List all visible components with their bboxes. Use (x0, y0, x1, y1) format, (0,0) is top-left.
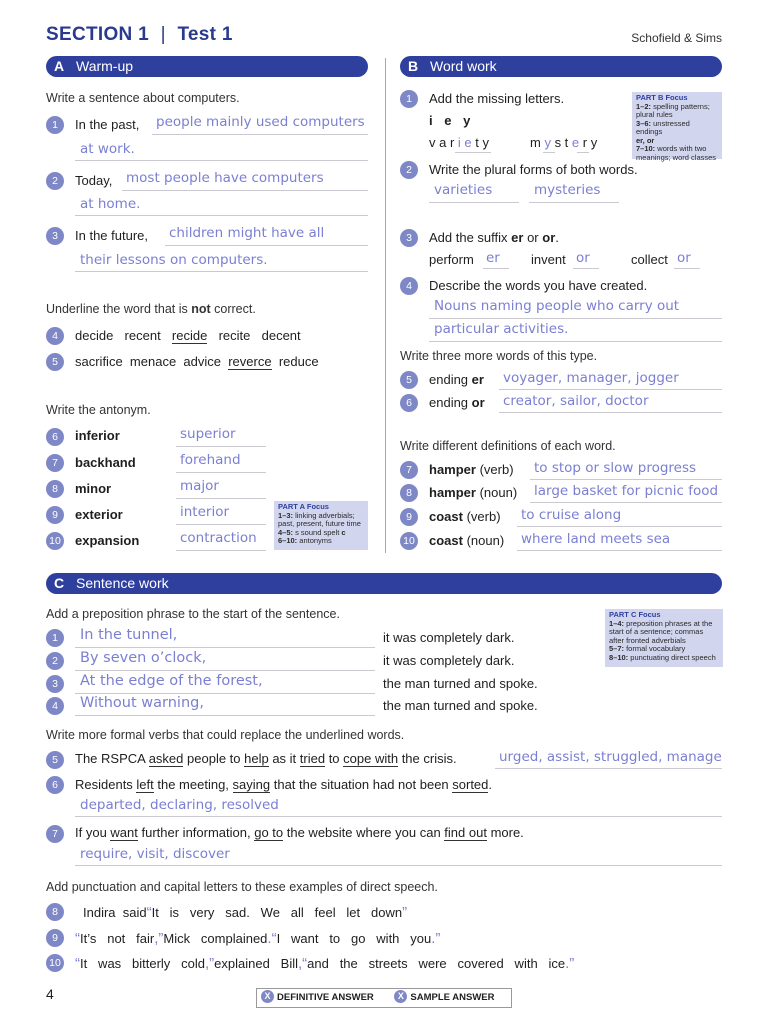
b-q1-letters: i e y (429, 113, 475, 128)
answer-line (530, 479, 722, 480)
b-q7-number: 7 (400, 461, 418, 479)
a-q3-answer-2: their lessons on computers. (80, 252, 268, 268)
b-q2-answer-2: mysteries (534, 182, 601, 198)
a-q9-word: exterior (75, 507, 123, 522)
c-q7-answer: require, visit, discover (80, 846, 230, 862)
section-b-title: Word work (430, 58, 497, 74)
a-q4-words: decide recent recide recite decent (75, 328, 301, 343)
c-q2-number: 2 (46, 652, 64, 670)
b-instruction-3: Write different definitions of each word. (400, 439, 616, 453)
c-q6-sentence: Residents left the meeting, saying that the situation had not been sorted. (75, 777, 493, 792)
answer-line (517, 526, 722, 527)
b-q6-answer: creator, sailor, doctor (503, 393, 649, 409)
b-q9-number: 9 (400, 508, 418, 526)
answer-line (176, 472, 266, 473)
c-q1-answer: In the tunnel, (80, 627, 178, 643)
a-q1-answer-1: people mainly used computers (156, 114, 365, 130)
answer-line (495, 768, 722, 769)
c-q3-answer: At the edge of the forest, (80, 673, 263, 689)
a-q9-answer: interior (180, 504, 230, 520)
answer-line (75, 647, 375, 648)
answer-line (165, 245, 368, 246)
b-q3-word-2: invent (531, 252, 566, 267)
a-q7-answer: forehand (180, 452, 241, 468)
section-b-letter: B (407, 58, 419, 74)
answer-line (529, 202, 619, 203)
a-q4-number: 4 (46, 327, 64, 345)
definitive-answer-label: DEFINITIVE ANSWER (277, 992, 374, 1003)
answer-line (176, 550, 266, 551)
a-q6-word: inferior (75, 428, 120, 443)
a-q5-number: 5 (46, 353, 64, 371)
a-q2-prompt: Today, (75, 173, 113, 188)
c-instruction-2: Write more formal verbs that could replace the underlined words. (46, 728, 405, 742)
section-a-letter: A (53, 58, 65, 74)
c-q8-sentence: Indira said“It is very sad. We all feel let down” (83, 904, 408, 921)
a-q8-answer: major (180, 478, 219, 494)
answer-line (176, 524, 266, 525)
b-q3-number: 3 (400, 229, 418, 247)
b-q3-word-1: perform (429, 252, 474, 267)
page-number: 4 (46, 986, 54, 1002)
a-instruction-1: Write a sentence about computers. (46, 91, 240, 105)
column-divider (385, 58, 386, 553)
a-q7-word: backhand (75, 455, 136, 470)
b-q2-prompt: Write the plural forms of both words. (429, 162, 638, 177)
a-q3-answer-1: children might have all (169, 225, 325, 241)
a-q1-number: 1 (46, 116, 64, 134)
a-q6-answer: superior (180, 426, 236, 442)
answer-line (573, 268, 599, 269)
answer-line (674, 268, 700, 269)
part-c-focus-box: PART C Focus 1–4: preposition phrases at the start of a sentence; commas after fronted adverbials 5–7: formal vocabulary 8–10: punctuating direct speech (605, 609, 723, 667)
b-q8-number: 8 (400, 484, 418, 502)
c-instruction-3: Add punctuation and capital letters to these examples of direct speech. (46, 880, 438, 894)
b-q10-number: 10 (400, 532, 418, 550)
answer-line (429, 318, 722, 319)
sample-answer-icon: X (394, 990, 407, 1003)
b-q3-answer-1: er (486, 250, 500, 266)
underlined-answer: recide (171, 328, 208, 343)
answer-line (75, 693, 375, 694)
part-a-focus-box: PART A Focus 1–3: linking adverbials; past, present, future time 4–5: s sound spelt c 6–10: antonyms (274, 501, 368, 550)
a-q7-number: 7 (46, 454, 64, 472)
answer-line (75, 816, 722, 817)
answer-line (543, 152, 555, 153)
c-q1-number: 1 (46, 629, 64, 647)
b-instruction-2: Write three more words of this type. (400, 349, 598, 363)
answer-line (429, 202, 519, 203)
c-q3-rest: the man turned and spoke. (383, 676, 538, 691)
c-instruction-1: Add a preposition phrase to the start of the sentence. (46, 607, 340, 621)
a-q10-answer: contraction (180, 530, 257, 546)
answer-line (455, 152, 491, 153)
b-q9-word: coast (verb) (429, 509, 501, 524)
section-a-title: Warm-up (76, 58, 134, 74)
c-q5-sentence: The RSPCA asked people to help as it tried to cope with the crisis. (75, 751, 457, 766)
a-q2-number: 2 (46, 172, 64, 190)
section-c-letter: C (53, 575, 65, 591)
publisher: Schofield & Sims (631, 31, 722, 45)
answer-line (75, 865, 722, 866)
b-q3-prompt: Add the suffix er or or. (429, 230, 559, 245)
a-q3-number: 3 (46, 227, 64, 245)
a-q3-prompt: In the future, (75, 228, 148, 243)
c-q8-number: 8 (46, 903, 64, 921)
b-q4-number: 4 (400, 277, 418, 295)
page-title (46, 24, 233, 46)
answer-line (499, 412, 722, 413)
c-q7-number: 7 (46, 825, 64, 843)
c-q7-sentence: If you want further information, go to the website where you can find out more. (75, 825, 524, 840)
answer-line (577, 152, 589, 153)
answer-line (517, 550, 722, 551)
a-instruction-2: Underline the word that is not correct. (46, 302, 256, 316)
b-q9-answer: to cruise along (521, 507, 622, 523)
b-q3-answer-3: or (677, 250, 691, 266)
b-q1-word-1: v a r i e t y (429, 135, 489, 150)
answer-line (75, 160, 368, 161)
c-q5-answer: urged, assist, struggled, manage (499, 749, 722, 765)
answer-line (75, 670, 375, 671)
answer-line (530, 502, 722, 503)
c-q9-number: 9 (46, 929, 64, 947)
b-q4-answer-1: Nouns naming people who carry out (434, 298, 680, 314)
c-q6-answer: departed, declaring, resolved (80, 797, 279, 813)
answer-line (75, 715, 375, 716)
b-q10-word: coast (noun) (429, 533, 505, 548)
part-b-focus-box: PART B Focus 1–2: spelling patterns; plural rules 3–6: unstressed endings er, or 7–10: words with two meanings; word classes (632, 92, 722, 159)
a-q8-word: minor (75, 481, 112, 496)
a-q6-number: 6 (46, 428, 64, 446)
answer-key-legend (256, 988, 512, 1008)
a-instruction-3: Write the antonym. (46, 403, 151, 417)
b-q1-word-2: m y s t e r y (530, 135, 598, 150)
c-q2-answer: By seven o’clock, (80, 650, 207, 666)
sample-answer-label: SAMPLE ANSWER (410, 992, 495, 1003)
b-q8-word: hamper (noun) (429, 485, 518, 500)
a-q10-word: expansion (75, 533, 140, 548)
c-q9-sentence: “It’s not fair,”Mick complained.“I want to go with you.” (75, 930, 441, 947)
answer-line (122, 190, 368, 191)
b-q10-answer: where land meets sea (521, 531, 671, 547)
a-q8-number: 8 (46, 480, 64, 498)
b-q1-prompt: Add the missing letters. (429, 91, 565, 106)
a-q2-answer-2: at home. (80, 196, 141, 212)
answer-line (429, 341, 722, 342)
b-q3-answer-2: or (576, 250, 590, 266)
answer-line (176, 446, 266, 447)
b-q4-answer-2: particular activities. (434, 321, 569, 337)
b-q6-number: 6 (400, 394, 418, 412)
c-q4-number: 4 (46, 697, 64, 715)
test-label: Test 1 (177, 24, 233, 45)
c-q10-sentence: “It was bitterly cold,”explained Bill,“and the streets were covered with ice.” (75, 955, 575, 972)
answer-line (499, 389, 722, 390)
answer-line (176, 498, 266, 499)
a-q5-words: sacrifice menace advice reverce reduce (75, 354, 319, 369)
section-label: SECTION 1 (46, 24, 149, 45)
a-q10-number: 10 (46, 532, 64, 550)
c-q3-number: 3 (46, 675, 64, 693)
b-q5-answer: voyager, manager, jogger (503, 370, 679, 386)
c-q4-answer: Without warning, (80, 695, 204, 711)
c-q5-number: 5 (46, 751, 64, 769)
answer-line (75, 215, 368, 216)
b-q4-prompt: Describe the words you have created. (429, 278, 648, 293)
b-q2-number: 2 (400, 161, 418, 179)
b-q5-number: 5 (400, 371, 418, 389)
answer-line (483, 268, 509, 269)
c-q4-rest: the man turned and spoke. (383, 698, 538, 713)
b-q7-answer: to stop or slow progress (534, 460, 697, 476)
b-q2-answer-1: varieties (434, 182, 493, 198)
b-q6-label: ending or (429, 395, 485, 410)
section-c-header (46, 573, 722, 594)
a-q2-answer-1: most people have computers (126, 170, 324, 186)
underlined-answer: reverce (228, 354, 272, 369)
c-q6-number: 6 (46, 776, 64, 794)
a-q9-number: 9 (46, 506, 64, 524)
a-q1-prompt: In the past, (75, 117, 140, 132)
c-q1-rest: it was completely dark. (383, 630, 515, 645)
b-q8-answer: large basket for picnic food (534, 483, 719, 499)
section-a-header (46, 56, 368, 77)
title-divider: | (160, 24, 166, 45)
section-b-header (400, 56, 722, 77)
answer-line (75, 271, 368, 272)
section-c-title: Sentence work (76, 575, 169, 591)
definitive-answer-icon: X (261, 990, 274, 1003)
c-q10-number: 10 (46, 954, 64, 972)
c-q2-rest: it was completely dark. (383, 653, 515, 668)
b-q7-word: hamper (verb) (429, 462, 514, 477)
answer-line (152, 134, 368, 135)
b-q1-number: 1 (400, 90, 418, 108)
b-q3-word-3: collect (631, 252, 668, 267)
b-q5-label: ending er (429, 372, 484, 387)
a-q1-answer-2: at work. (80, 141, 135, 157)
